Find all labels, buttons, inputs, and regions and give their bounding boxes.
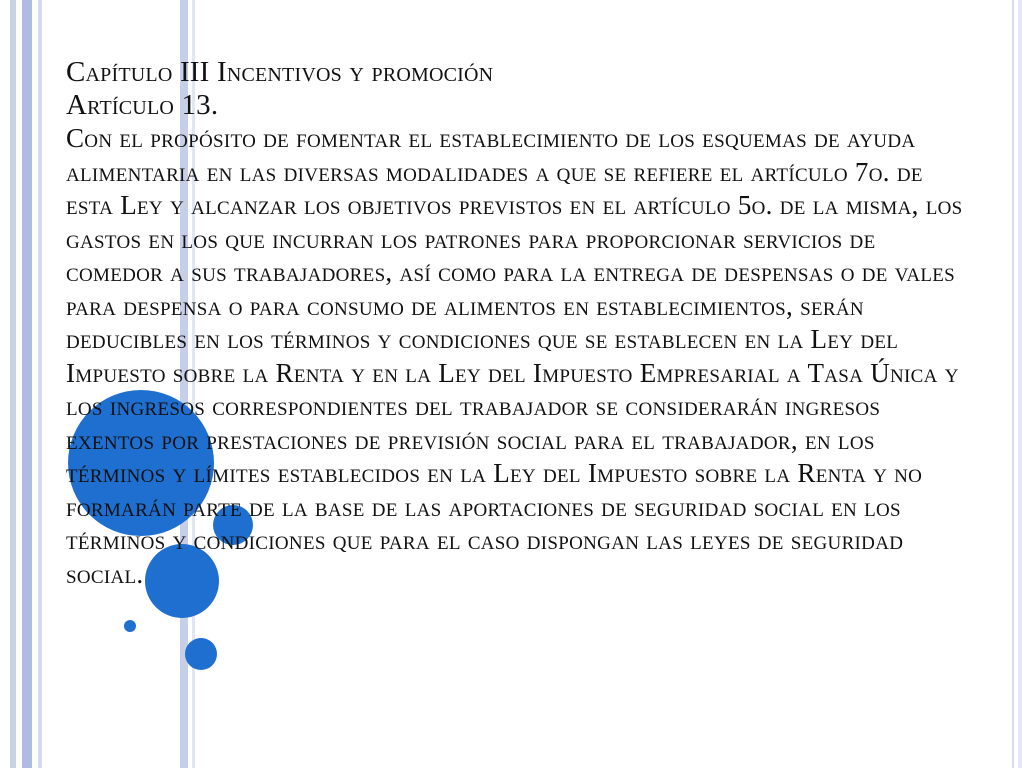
slide-content	[66, 56, 971, 591]
decorative-circle-tiny	[124, 620, 136, 632]
article-title: Artículo 13.	[66, 89, 219, 121]
decorative-circle-small	[185, 638, 217, 670]
article-body: Con el propósito de fomentar el establecimiento de los esquemas de ayuda alimentaria en las diversas modalidades a que se refiere el artículo 7o. de esta Ley y alcanzar los objetivos previstos en el artículo 5o. de la misma, los gastos en los que incurran los patrones para proporcionar servicios de comedor a sus trabajadores, así como para la entrega de despensas o de vales para despensa o para consumo de alimentos en establecimientos, serán deducibles en los términos y condiciones que se establecen en la Ley del Impuesto sobre la Renta y en la Ley del Impuesto Empresarial a Tasa Única y los ingresos correspondientes del trabajador se considerarán ingresos exentos por prestaciones de previsión social para el trabajador, en los términos y límites establecidos en la Ley del Impuesto sobre la Renta y no formarán parte de la base de las aportaciones de seguridad social en los términos y condiciones que para el caso dispongan las leyes de seguridad social.	[66, 123, 963, 589]
right-border-line	[1018, 0, 1022, 768]
decorative-stripe	[38, 0, 42, 768]
right-border-line	[1012, 0, 1014, 768]
decorative-stripe	[22, 0, 32, 768]
decorative-stripe	[10, 0, 16, 768]
chapter-title: Capítulo III Incentivos y promoción	[66, 56, 494, 88]
